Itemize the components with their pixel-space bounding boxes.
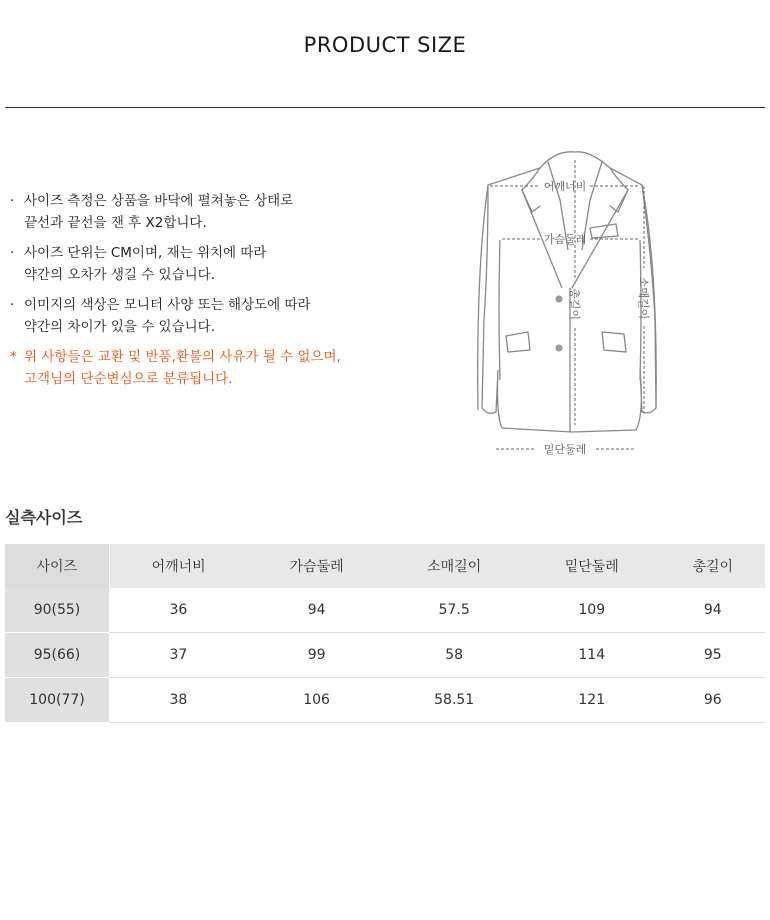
- warning-note: [10, 346, 390, 390]
- header-size: 사이즈: [5, 544, 109, 588]
- total-length-label: 총길이: [568, 288, 581, 320]
- header-hem: 밑단둘레: [523, 544, 661, 588]
- table-header-row: [5, 544, 765, 588]
- table-cell: 37: [109, 633, 248, 678]
- bullet-mark: ·: [10, 297, 15, 313]
- table-cell: 114: [523, 633, 661, 678]
- table-row: [5, 588, 765, 633]
- table-cell: 96: [661, 678, 765, 723]
- table-cell: 95: [661, 633, 765, 678]
- size-cell: 90(55): [5, 588, 109, 633]
- table-cell: 58.51: [385, 678, 523, 723]
- header-chest: 가슴둘레: [248, 544, 386, 588]
- note-line: 이미지의 색상은 모니터 사양 또는 해상도에 따라: [24, 297, 311, 313]
- table-cell: 109: [523, 588, 661, 633]
- table-cell: 36: [109, 588, 248, 633]
- note-line: 위 사항들은 교환 및 반품,환불의 사유가 될 수 없으며,: [24, 349, 341, 365]
- table-cell: 38: [109, 678, 248, 723]
- size-cell: 100(77): [5, 678, 109, 723]
- note-line: 끝선과 끝선을 잰 후 X2합니다.: [24, 215, 207, 231]
- table-cell: 94: [248, 588, 386, 633]
- page-title: PRODUCT SIZE: [303, 33, 467, 57]
- note-line: 약간의 차이가 있을 수 있습니다.: [24, 319, 215, 335]
- table-row: [5, 633, 765, 678]
- section-title: 실측사이즈: [5, 508, 83, 527]
- shoulder-label: 어깨너비: [543, 180, 587, 193]
- table-cell: 58: [385, 633, 523, 678]
- bullet-mark: ·: [10, 245, 15, 261]
- size-table: [5, 544, 765, 723]
- header-shoulder: 어깨너비: [109, 544, 248, 588]
- divider: [5, 107, 765, 108]
- table-cell: 121: [523, 678, 661, 723]
- table-cell: 99: [248, 633, 386, 678]
- size-notes: [10, 190, 390, 398]
- chest-label: 가슴둘레: [543, 233, 587, 246]
- jacket-illustration: [460, 140, 680, 470]
- bullet-mark: ·: [10, 193, 15, 209]
- sleeve-length-label: 소매길이: [637, 276, 650, 320]
- note-line: 사이즈 단위는 CM이며, 재는 위치에 따라: [24, 245, 267, 261]
- note-line: 고객님의 단순변심으로 분류됩니다.: [24, 371, 233, 387]
- table-cell: 106: [248, 678, 386, 723]
- header-total-length: 총길이: [661, 544, 765, 588]
- size-cell: 95(66): [5, 633, 109, 678]
- header-sleeve: 소매길이: [385, 544, 523, 588]
- note-item: [10, 190, 390, 234]
- table-cell: 57.5: [385, 588, 523, 633]
- hem-label: 밑단둘레: [543, 443, 587, 456]
- table-row: [5, 678, 765, 723]
- note-line: 약간의 오차가 생길 수 있습니다.: [24, 267, 215, 283]
- table-cell: 94: [661, 588, 765, 633]
- note-item: [10, 242, 390, 286]
- jacket-diagram: [460, 140, 680, 470]
- asterisk-mark: *: [10, 349, 17, 365]
- note-item: [10, 294, 390, 338]
- note-line: 사이즈 측정은 상품을 바닥에 펼쳐놓은 상태로: [24, 193, 294, 209]
